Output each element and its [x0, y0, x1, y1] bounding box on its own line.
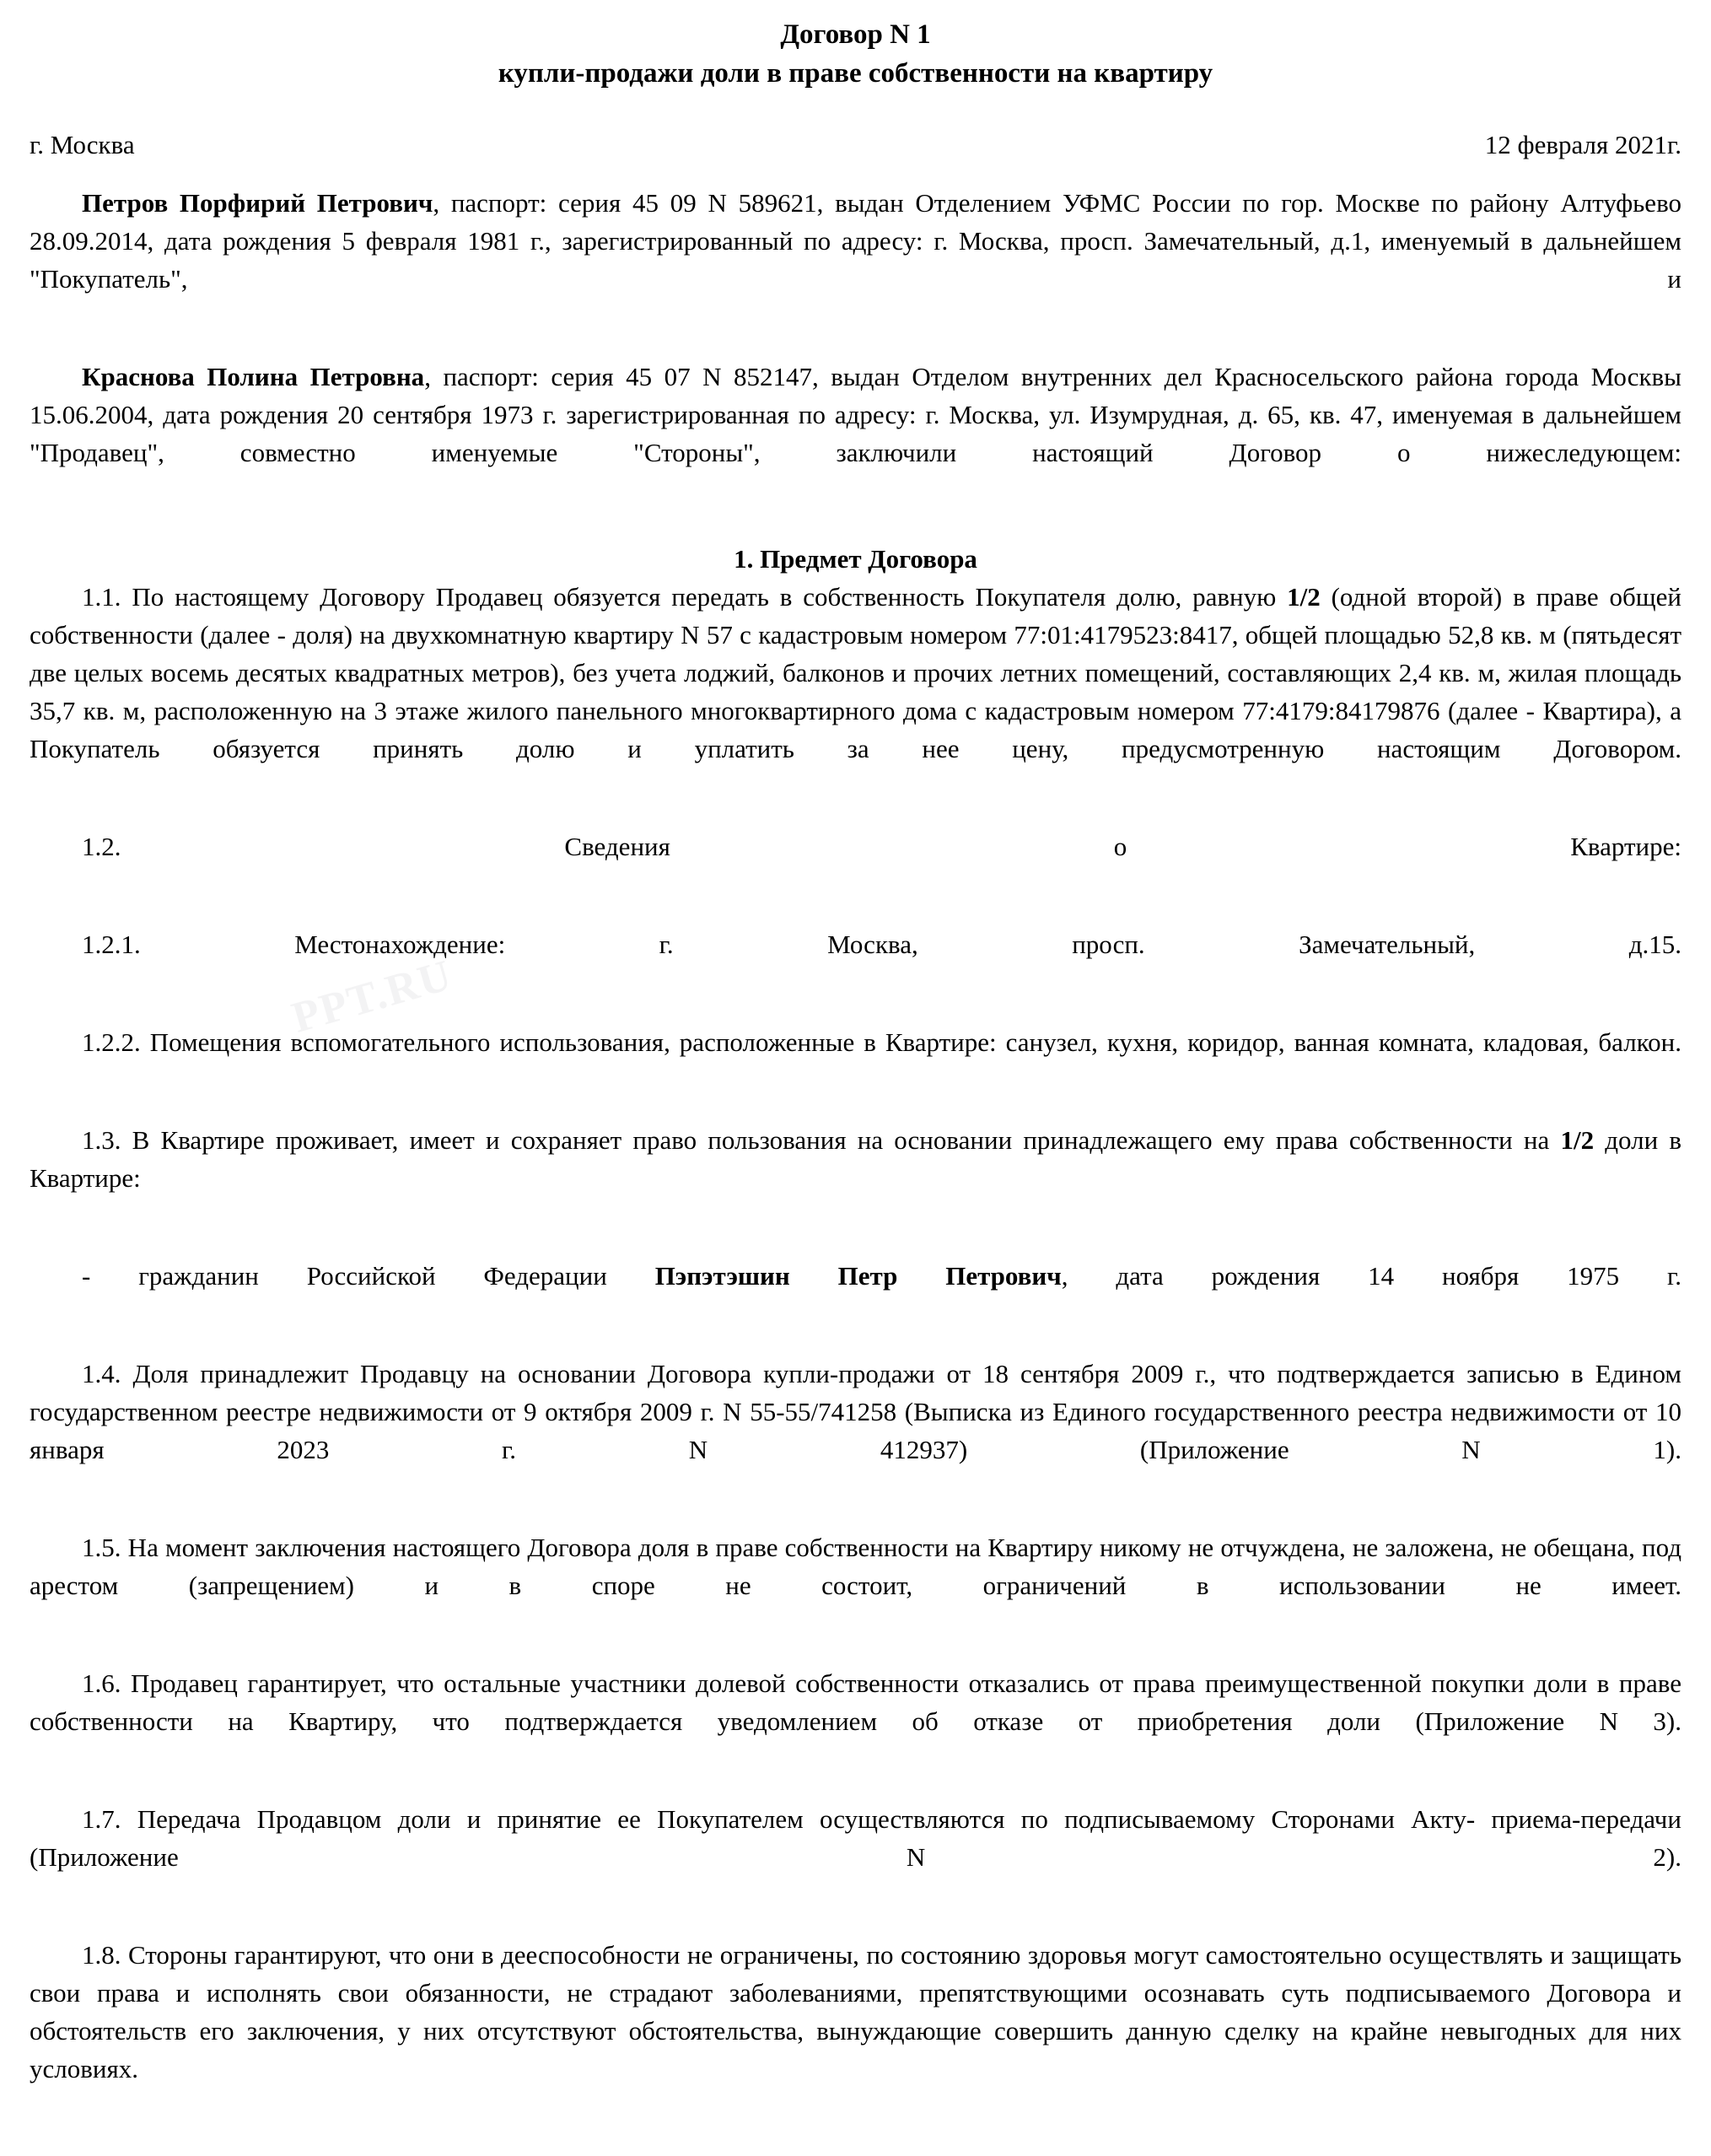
place-and-date-line	[30, 127, 1681, 164]
buyer-name: Петров Порфирий Петрович	[82, 188, 433, 218]
resident-name: Пэпэтэшин Петр Петрович	[654, 1261, 1062, 1291]
clause-1-3-text-part2: доли в Квартире:	[30, 1125, 1681, 1193]
clause-1-2-2: 1.2.2. Помещения вспомогательного использования, расположенные в Квартире: санузел, кухня, коридор, ванная комната, кладовая, балкон.	[82, 1027, 1681, 1057]
clause-1-1-text-part1: 1.1. По настоящему Договору Продавец обязуется передать в собственность Покупателя долю, равную	[82, 582, 1288, 612]
clause-1-3-share-value: 1/2	[1560, 1125, 1595, 1155]
clause-1-2: 1.2. Сведения о Квартире:	[82, 832, 1681, 861]
clause-1-6: 1.6. Продавец гарантирует, что остальные участники долевой собственности отказались от права преимущественной покупки доли в праве собственности на Квартиру, что подтверждается уведомлением об отказе от приобретения доли (Приложение N 3).	[30, 1668, 1681, 1736]
seller-details: , паспорт: серия 45 07 N 852147, выдан Отделом внутренних дел Красносельского района города Москвы 15.06.2004, дата рождения 20 сентября 1973 г. зарегистрированная по адресу: г. Москва, ул. Изумрудная, д. 65, кв. 47, именуемая в дальнейшем "Продавец", совместно именуемые "Стороны", заключили настоящий Договор о нижеследующем:	[30, 362, 1681, 467]
document-content	[30, 15, 1681, 2126]
buyer-party-paragraph	[30, 184, 1681, 336]
document-title: Договор N 1	[780, 19, 931, 50]
clause-1-7: 1.7. Передача Продавцом доли и принятие ее Покупателем осуществляются по подписываемому Сторонами Акту- приема-передачи (Приложение N 2).	[30, 1804, 1681, 1872]
date-of-signing: 12 февраля 2021г.	[1484, 130, 1681, 159]
clause-1-1	[30, 578, 1681, 806]
place-of-signing: г. Москва	[30, 130, 135, 159]
seller-name: Краснова Полина Петровна	[82, 362, 425, 391]
clause-1-3-text-part1: 1.3. В Квартире проживает, имеет и сохраняет право пользования на основании принадлежащего ему права собственности на	[82, 1125, 1561, 1155]
clause-1-3	[30, 1121, 1681, 1235]
clause-1-4: 1.4. Доля принадлежит Продавцу на основании Договора купли-продажи от 18 сентября 2009 г., что подтверждается записью в Едином государственном реестре недвижимости от 9 октября 2009 г. N 55-55/741258 (Выписка из Единого государственного реестра недвижимости от 10 января 2023 г. N 412937) (Приложение N 1).	[30, 1359, 1681, 1464]
watermark: PPT.RU	[287, 951, 458, 1043]
clause-1-1-share-value: 1/2	[1287, 582, 1321, 612]
buyer-details: , паспорт: серия 45 09 N 589621, выдан Отделением УФМС России по гор. Москве по району Алтуфьево 28.09.2014, дата рождения 5 февраля 1981 г., зарегистрированный по адресу: г. Москва, просп. Замечательный, д.1, именуемый в дальнейшем "Покупатель", и	[30, 188, 1681, 294]
clause-1-3-resident-item	[30, 1257, 1681, 1333]
clause-1-1-text-part2: (одной второй) в праве общей собственности (далее - доля) на двухкомнатную квартиру N 57 с кадастровым номером 77:01:4179523:8417, общей площадью 52,8 кв. м (пятьдесят две целых восемь десятых квадратных метров), без учета лоджий, балконов и прочих летних помещений, составляющих 2,4 кв. м, жилая площадь 35,7 кв. м, расположенную на 3 этаже жилого панельного многоквартирного дома с кадастровым номером 77:4179:84179876 (далее - Квартира), а Покупатель обязуется принять долю и уплатить за нее цену, предусмотренную настоящим Договором.	[30, 582, 1681, 763]
clause-1-8: 1.8. Стороны гарантируют, что они в дееспособности не ограничены, по состоянию здоровья могут самостоятельно осуществлять и защищать свои права и исполнять свои обязанности, не страдают заболеваниями, препятствующими осознавать суть подписываемого Договора и обстоятельств его заключения, у них отсутствуют обстоятельства, вынуждающие совершить данную сделку на крайне невыгодных для них условиях.	[30, 1940, 1681, 2083]
section-1-heading: 1. Предмет Договора	[734, 544, 977, 574]
resident-birthdate: , дата рождения 14 ноября 1975 г.	[1061, 1261, 1681, 1291]
document-subtitle: купли-продажи доли в праве собственности на квартиру	[498, 58, 1213, 89]
seller-party-paragraph	[30, 358, 1681, 509]
clause-1-2-1: 1.2.1. Местонахождение: г. Москва, просп. Замечательный, д.15.	[82, 930, 1681, 959]
clause-1-5: 1.5. На момент заключения настоящего Договора доля в праве собственности на Квартиру никому не отчуждена, не заложена, не обещана, под арестом (запрещением) и в споре не состоит, ограничений в использовании не имеет.	[30, 1533, 1681, 1600]
resident-prefix: - гражданин Российской Федерации	[82, 1261, 655, 1291]
